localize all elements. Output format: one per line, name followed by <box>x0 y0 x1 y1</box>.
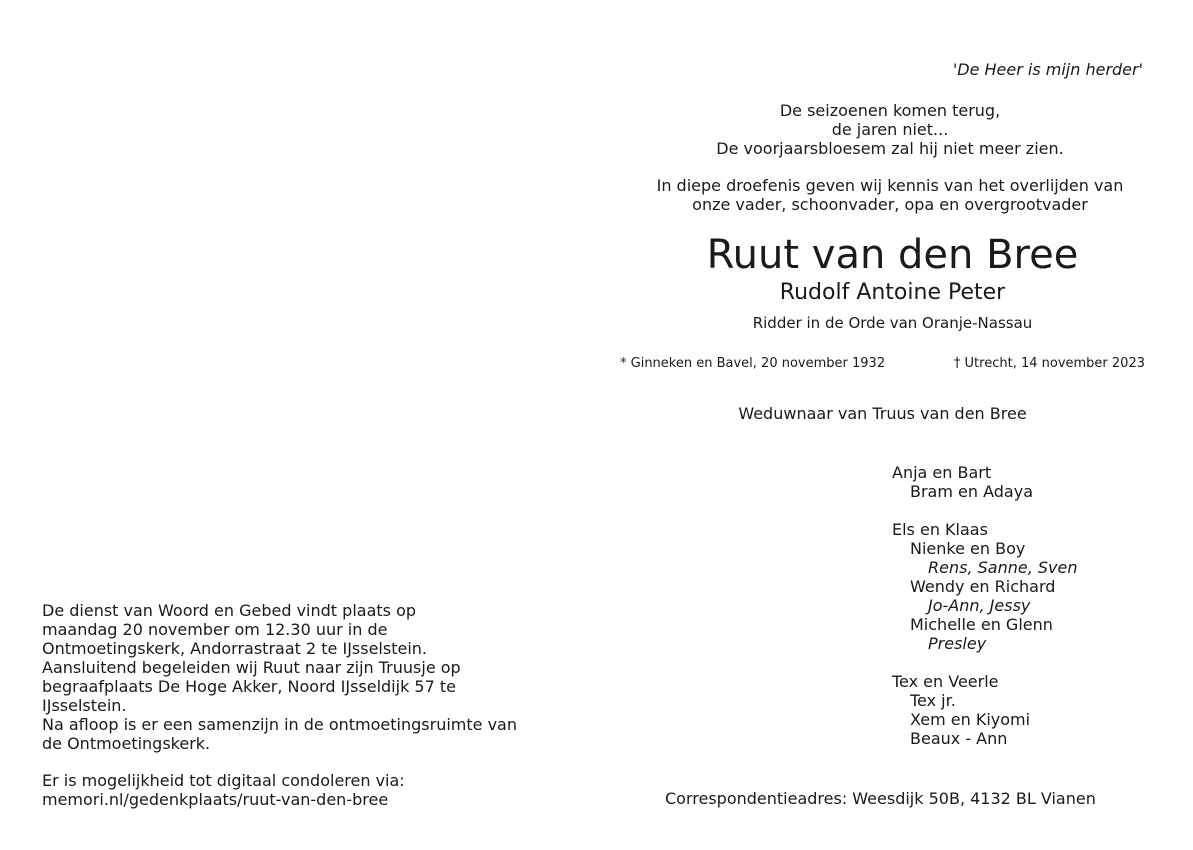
birth-date: * Ginneken en Bavel, 20 november 1932 <box>620 356 886 371</box>
family-child: Nienke en Boy <box>910 539 1026 558</box>
family-grandchildren: Jo-Ann, Jessy <box>928 596 1031 615</box>
death-date: † Utrecht, 14 november 2023 <box>953 356 1145 371</box>
service-line: De dienst van Woord en Gebed vindt plaats op <box>42 601 417 620</box>
intro-line: onze vader, schoonvader, opa en overgrootvader <box>692 195 1088 214</box>
service-line: Aansluitend begeleiden wij Ruut naar zijn Truusje op <box>42 658 461 677</box>
announcement-intro <box>615 176 1165 214</box>
service-line: IJsselstein. <box>42 696 127 715</box>
family-grandchildren: Rens, Sanne, Sven <box>928 558 1078 577</box>
family-list <box>892 463 1077 767</box>
family-parent: Els en Klaas <box>892 520 988 539</box>
family-parent: Anja en Bart <box>892 463 992 482</box>
family-grandchildren: Presley <box>928 634 987 653</box>
family-child: Bram en Adaya <box>910 482 1033 501</box>
family-child: Wendy en Richard <box>910 577 1056 596</box>
deceased-name: Ruut van den Bree <box>706 232 1079 278</box>
family-group <box>892 463 1077 501</box>
correspondence-address: Correspondentieadres: Weesdijk 50B, 4132 BL Vianen <box>665 789 1096 808</box>
poem-line: De voorjaarsbloesem zal hij niet meer zien. <box>716 139 1064 158</box>
deceased-full-name: Rudolf Antoine Peter <box>779 280 1006 305</box>
family-group <box>892 672 1077 748</box>
service-line: maandag 20 november om 12.30 uur in de <box>42 620 388 639</box>
family-group <box>892 520 1077 653</box>
family-parent: Tex en Veerle <box>892 672 999 691</box>
service-info <box>42 601 562 753</box>
life-dates <box>620 356 1145 372</box>
widower-line: Weduwnaar van Truus van den Bree <box>738 404 1027 423</box>
condolence-link[interactable]: memori.nl/gedenkplaats/ruut-van-den-bree <box>42 790 389 809</box>
poem-line: De seizoenen komen terug, <box>779 101 1001 120</box>
service-line: Ontmoetingskerk, Andorrastraat 2 te IJsselstein. <box>42 639 427 658</box>
poem-line: de jaren niet... <box>831 120 949 139</box>
service-line: Na afloop is er een samenzijn in de ontmoetingsruimte van <box>42 715 517 734</box>
family-child: Michelle en Glenn <box>910 615 1053 634</box>
condolence-text: Er is mogelijkheid tot digitaal condoleren via: <box>42 771 405 790</box>
poem <box>640 101 1140 158</box>
family-child: Tex jr. <box>910 691 956 710</box>
condolence-info <box>42 771 405 809</box>
intro-line: In diepe droefenis geven wij kennis van het overlijden van <box>656 176 1124 195</box>
honorary-title: Ridder in de Orde van Oranje-Nassau <box>752 314 1033 332</box>
motto-quote: 'De Heer is mijn herder' <box>952 60 1143 79</box>
family-child: Xem en Kiyomi <box>910 710 1031 729</box>
service-line: de Ontmoetingskerk. <box>42 734 211 753</box>
family-child: Beaux - Ann <box>910 729 1008 748</box>
service-line: begraafplaats De Hoge Akker, Noord IJsseldijk 57 te <box>42 677 456 696</box>
